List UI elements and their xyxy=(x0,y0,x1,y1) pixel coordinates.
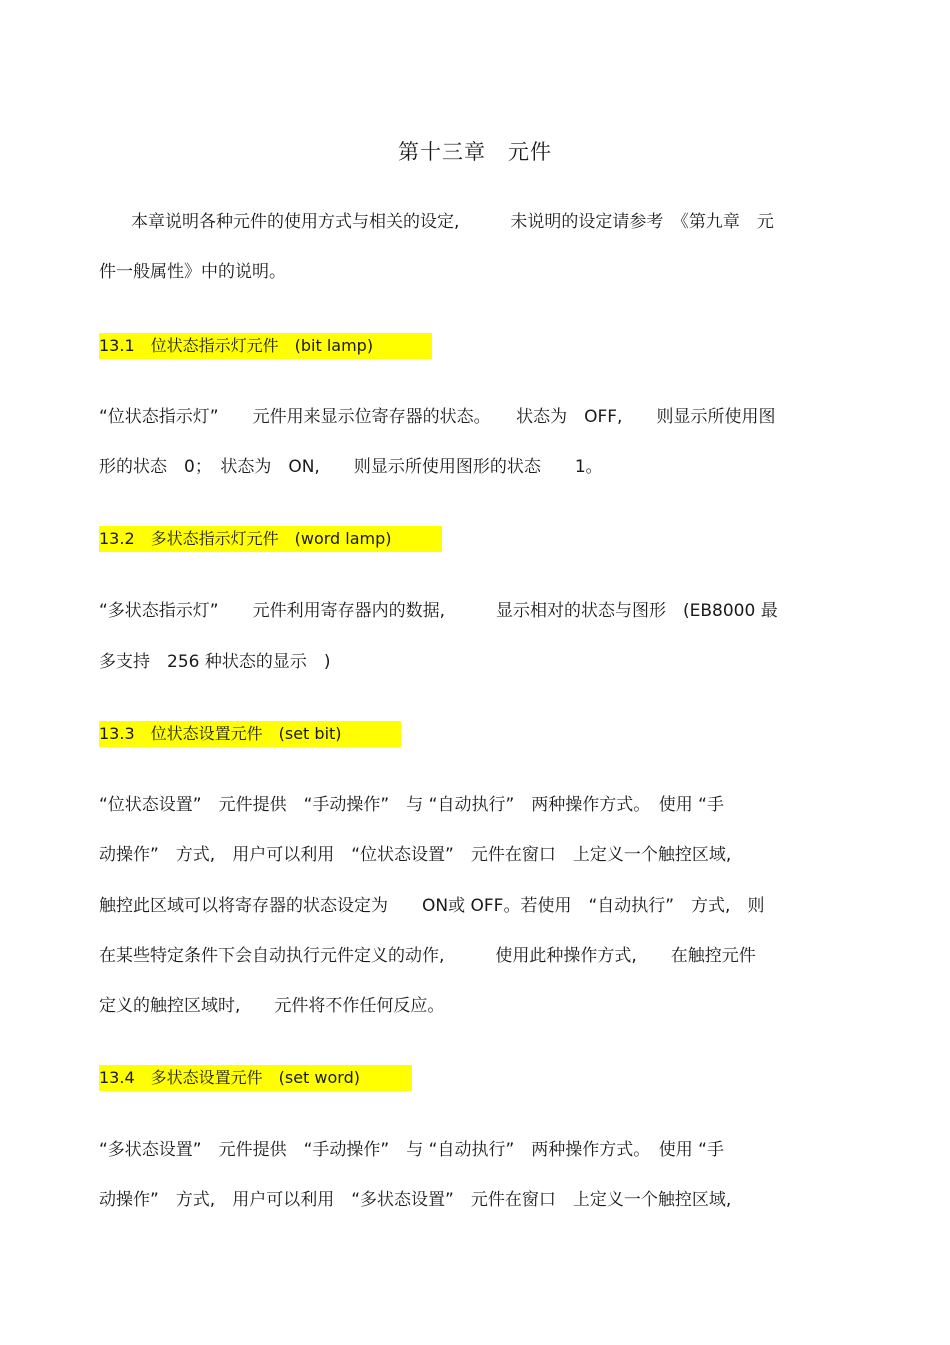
section-13-1-line-1: “位状态指示灯” 元件用来显示位寄存器的状态。 状态为 OFF, 则显示所使用图 xyxy=(99,407,776,427)
section-heading-13-3: 13.3 位状态设置元件 (set bit) xyxy=(99,721,401,747)
section-13-1-line-2: 形的状态 0； 状态为 ON, 则显示所使用图形的状态 1。 xyxy=(99,457,603,477)
section-13-3-line-5: 定义的触控区域时, 元件将不作任何反应。 xyxy=(99,996,445,1016)
section-13-2-line-2: 多支持 256 种状态的显示 ) xyxy=(99,652,331,672)
section-13-3-line-3: 触控此区域可以将寄存器的状态设定为 ON或 OFF。若使用 “自动执行” 方式, 则 xyxy=(99,896,765,916)
chapter-title: 第十三章 元件 xyxy=(398,140,552,164)
section-13-4-line-2: 动操作” 方式, 用户可以利用 “多状态设置” 元件在窗口 上定义一个触控区域, xyxy=(99,1190,732,1210)
section-13-3-line-1: “位状态设置” 元件提供 “手动操作” 与 “自动执行” 两种操作方式。 使用 “手 xyxy=(99,795,724,815)
section-heading-13-1: 13.1 位状态指示灯元件 (bit lamp) xyxy=(99,333,432,359)
section-13-4-line-1: “多状态设置” 元件提供 “手动操作” 与 “自动执行” 两种操作方式。 使用 “手 xyxy=(99,1140,724,1160)
intro-line-1: 本章说明各种元件的使用方式与相关的设定, 未说明的设定请参考 《第九章 元 xyxy=(131,212,774,232)
section-13-2-line-1: “多状态指示灯” 元件利用寄存器内的数据, 显示相对的状态与图形 (EB8000 最 xyxy=(99,601,778,621)
section-13-3-line-4: 在某些特定条件下会自动执行元件定义的动作, 使用此种操作方式, 在触控元件 xyxy=(99,946,756,966)
intro-line-2: 件一般属性》中的说明。 xyxy=(99,262,286,282)
section-heading-13-4: 13.4 多状态设置元件 (set word) xyxy=(99,1065,412,1091)
section-heading-13-2: 13.2 多状态指示灯元件 (word lamp) xyxy=(99,526,442,552)
section-13-3-line-2: 动操作” 方式, 用户可以利用 “位状态设置” 元件在窗口 上定义一个触控区域, xyxy=(99,845,732,865)
